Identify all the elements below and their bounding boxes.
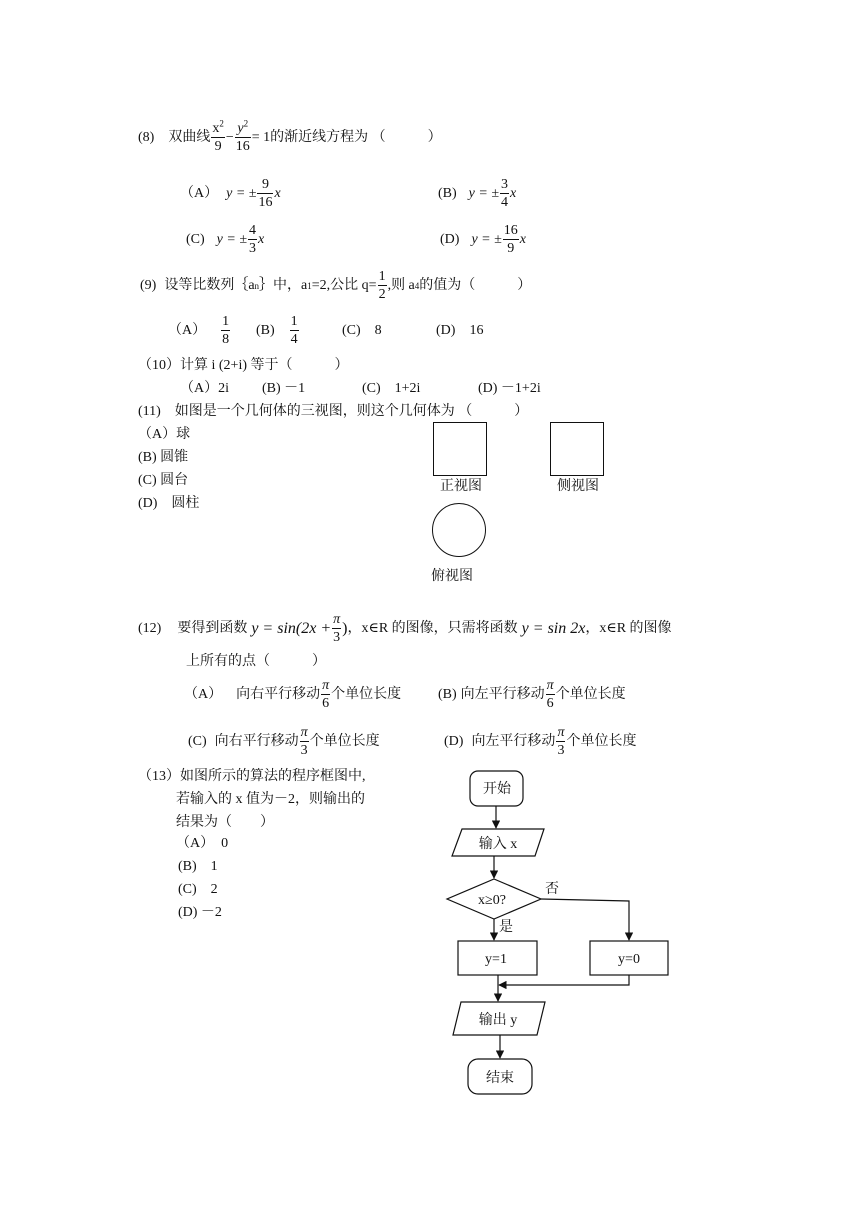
option-fraction: $\frac{16}{9}$ xyxy=(503,223,518,256)
option-label: (C) xyxy=(186,231,205,247)
option-lhs: y = ± xyxy=(226,185,257,201)
q12-pi-third: $\frac{\pi}{3}$ xyxy=(333,612,341,645)
option-label: (C) xyxy=(188,733,207,749)
decision-label: x≥0? xyxy=(478,893,506,908)
option-label: (B) xyxy=(256,322,275,338)
input-label: 输入 x xyxy=(478,837,518,852)
q10-option-d[interactable]: (D) －1+2i xyxy=(478,381,541,396)
option-label: （A） xyxy=(180,185,219,201)
q10-option-b[interactable]: (B) －1 xyxy=(262,381,306,396)
q11-stem: (11) 如图是一个几何体的三视图，则这个几何体为 （ ） xyxy=(138,404,529,419)
q12-func1-close: ) xyxy=(342,619,348,637)
option-value: 16 xyxy=(469,323,484,338)
q13-option-c[interactable]: (C) 2 xyxy=(178,882,218,897)
option-fraction: $\frac{\pi}{6}$ xyxy=(546,678,554,711)
q12-text2: ，x∈R 的图像，只需将函数 xyxy=(347,620,518,636)
option-fraction: $\frac{3}{4}$ xyxy=(501,177,509,210)
q13-stem-line3: 结果为（ ） xyxy=(176,815,274,830)
q13-option-b[interactable]: (B) 1 xyxy=(178,859,218,874)
front-view-label: 正视图 xyxy=(440,479,482,494)
q12-number: (12) xyxy=(138,620,162,636)
option-unit: 个单位长度 xyxy=(555,686,626,702)
q13-stem-line2: 若输入的 x 值为－2，则输出的 xyxy=(176,792,365,807)
option-text: 向左平行移动 xyxy=(460,686,545,702)
end-label: 结束 xyxy=(486,1071,514,1086)
output-label: 输出 y xyxy=(478,1013,518,1028)
option-lhs: y = ± xyxy=(468,185,500,201)
q11-option-a[interactable]: （A）球 xyxy=(138,427,191,442)
q8-prefix: 双曲线 xyxy=(168,129,211,145)
q9-text3: =2,公比 q= xyxy=(311,277,377,293)
option-fraction: $\frac{1}{4}$ xyxy=(290,314,298,347)
q13-stem-line1: （13）如图所示的算法的程序框图中, xyxy=(138,769,366,784)
q10-stem: （10）计算 i (2+i) 等于（ ） xyxy=(138,358,349,373)
option-label: (B) xyxy=(438,686,457,702)
q11-option-b[interactable]: (B) 圆锥 xyxy=(138,450,189,465)
option-label: (D) xyxy=(444,733,464,749)
q12-func2: y = sin 2x xyxy=(521,619,586,637)
q9-stem: (9) 设等比数列｛a n ｝中，a 1 =2,公比 q= $\frac{1}{2}$ ,则 a 4 的值为（ ） xyxy=(140,269,532,302)
q13-option-a[interactable]: （A） 0 xyxy=(176,836,229,851)
q8-number: (8) xyxy=(138,129,155,145)
q8-minus: − xyxy=(225,129,234,145)
option-fraction: $\frac{9}{16}$ xyxy=(258,177,273,210)
q8-x-den: 9 xyxy=(214,139,222,154)
q9-text5: 的值为（ ） xyxy=(419,277,532,293)
option-label: （A） xyxy=(168,322,207,338)
option-label: (B) xyxy=(438,185,457,201)
option-label: (D) xyxy=(440,231,460,247)
no-label: 否 xyxy=(545,882,559,897)
option-text: 向右平行移动 xyxy=(236,686,321,702)
q13-option-d[interactable]: (D) －2 xyxy=(178,905,222,920)
q8-eq1: = 1 xyxy=(251,129,271,145)
option-label: (D) xyxy=(436,323,456,338)
side-view-label: 侧视图 xyxy=(557,479,599,494)
option-fraction: $\frac{\pi}{6}$ xyxy=(322,678,330,711)
option-label: （A） xyxy=(184,686,223,702)
q9-text2: ｝中，a xyxy=(259,277,308,293)
q8-y2-frac: $\frac{y^2}{16}$ xyxy=(235,118,250,154)
arrow-y0-merge xyxy=(499,975,629,985)
arrow-no-branch xyxy=(541,899,629,940)
option-lhs: y = ± xyxy=(471,231,502,247)
q9-text1: 设等比数列｛a xyxy=(164,277,255,293)
y1-label: y=1 xyxy=(485,952,507,967)
q9-number: (9) xyxy=(140,277,157,293)
q11-option-d[interactable]: (D) 圆柱 xyxy=(138,496,200,511)
option-label: (C) xyxy=(342,323,361,338)
option-var: x xyxy=(519,231,527,247)
top-view-label: 俯视图 xyxy=(431,569,473,584)
q10-option-c[interactable]: (C) 1+2i xyxy=(362,381,421,396)
start-label: 开始 xyxy=(483,782,511,797)
option-var: x xyxy=(274,185,281,201)
q12-text1: 要得到函数 xyxy=(177,620,248,636)
option-unit: 个单位长度 xyxy=(309,733,380,749)
q8-x: x xyxy=(212,121,220,136)
q12-stem-line2: 上所有的点（ ） xyxy=(186,654,326,669)
q8-y: y xyxy=(237,121,244,136)
option-unit: 个单位长度 xyxy=(566,733,637,749)
option-unit: 个单位长度 xyxy=(331,686,402,702)
option-fraction: $\frac{\pi}{3}$ xyxy=(557,725,565,758)
option-fraction: $\frac{4}{3}$ xyxy=(249,223,257,256)
y0-label: y=0 xyxy=(618,952,640,967)
q12-func1: y = sin(2x + xyxy=(251,619,332,637)
q9-text4: ,则 a xyxy=(387,277,415,293)
q8-y-den: 16 xyxy=(235,139,250,154)
option-var: x xyxy=(510,185,517,201)
q8-suffix: 的渐近线方程为 （ ） xyxy=(270,129,442,145)
option-var: x xyxy=(258,231,265,247)
yes-label: 是 xyxy=(499,920,513,935)
option-value: 8 xyxy=(374,323,382,338)
q9-ratio-fraction: $\frac{1}{2}$ xyxy=(378,269,386,302)
option-fraction: $\frac{\pi}{3}$ xyxy=(300,725,308,758)
q10-option-a[interactable]: （A）2i xyxy=(180,381,229,396)
option-lhs: y = ± xyxy=(216,231,248,247)
q8-x2-frac: $\frac{x^2}{9}$ xyxy=(212,118,224,154)
option-text: 向右平行移动 xyxy=(214,733,299,749)
q12-text3: ，x∈R 的图像 xyxy=(585,620,672,636)
option-text: 向左平行移动 xyxy=(471,733,556,749)
q11-option-c[interactable]: (C) 圆台 xyxy=(138,473,189,488)
option-fraction: $\frac{1}{8}$ xyxy=(222,314,230,347)
